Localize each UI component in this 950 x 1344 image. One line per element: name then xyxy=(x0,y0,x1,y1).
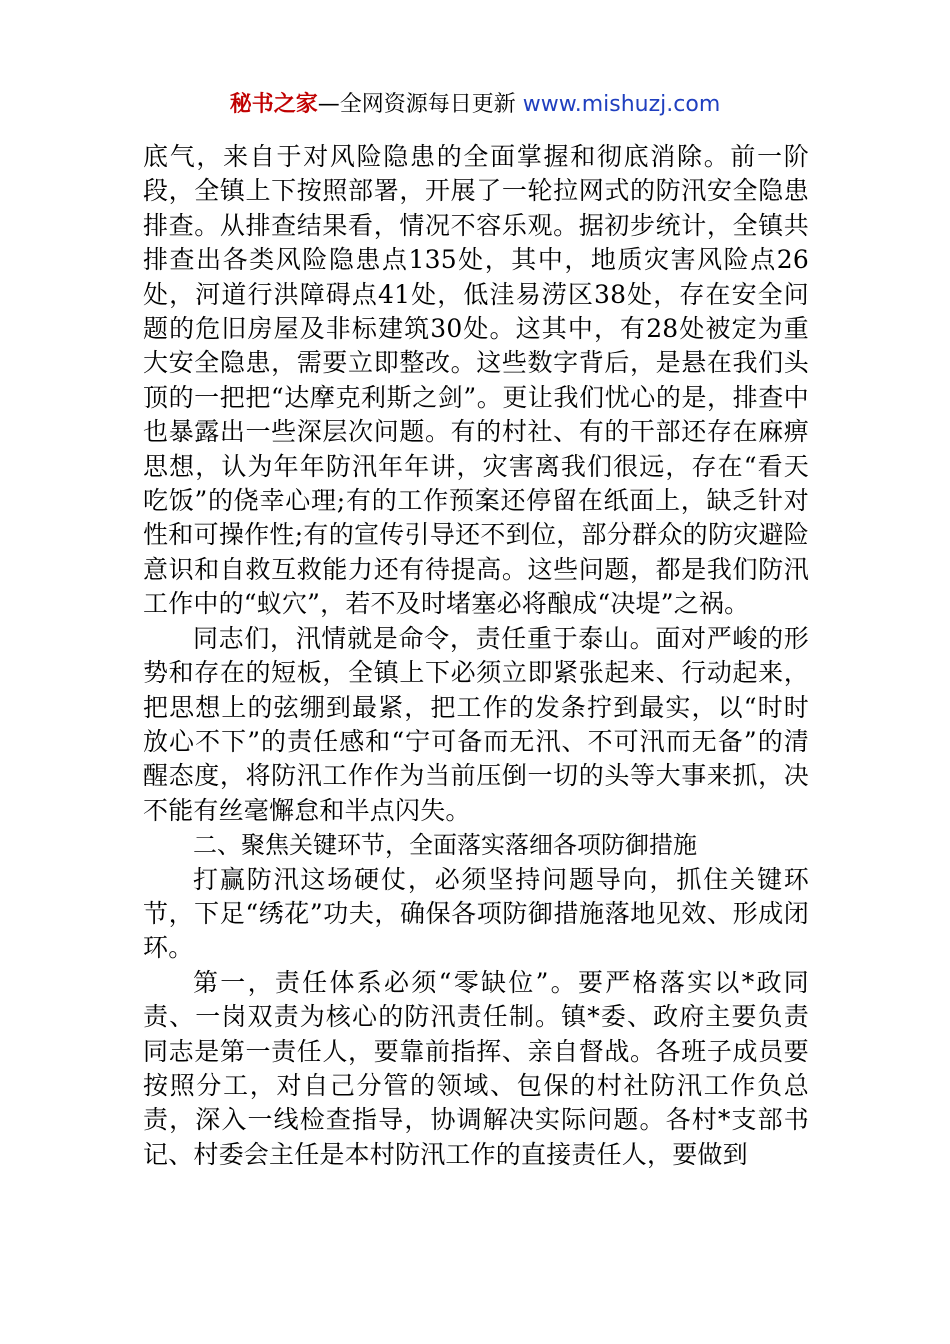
site-brand: 秘书之家 xyxy=(229,92,318,117)
body-paragraph: 同志们，汛情就是命令，责任重于泰山。面对严峻的形势和存在的短板，全镇上下必须立即紧张起来、行动起来，把思想上的弦绷到最紧，把工作的发条拧到最实，以“时时放心不下”的责任感和“宁可备而无汛、不可汛而无备”的清醒态度，将防汛工作作为当前压倒一切的头等大事来抓，决不能有丝毫懈怠和半点闪失。 xyxy=(143,623,809,825)
document-body xyxy=(143,140,809,1172)
site-tagline: —全网资源每日更新 xyxy=(317,92,523,117)
site-url[interactable]: www.mishuzj.com xyxy=(522,92,721,117)
body-paragraph: 打赢防汛这场硬仗，必须坚持问题导向，抓住关键环节，下足“绣花”功夫，确保各项防御措施落地见效、形成闭环。 xyxy=(143,864,809,963)
body-paragraph: 底气，来自于对风险隐患的全面掌握和彻底消除。前一阶段，全镇上下按照部署，开展了一轮拉网式的防汛安全隐患排查。从排查结果看，情况不容乐观。据初步统计，全镇共排查出各类风险隐患点135处，其中，地质灾害风险点26处，河道行洪障碍点41处，低洼易涝区38处，存在安全问题的危旧房屋及非标建筑30处。这其中，有28处被定为重大安全隐患，需要立即整改。这些数字背后，是悬在我们头顶的一把把“达摩克利斯之剑”。更让我们忧心的是，排查中也暴露出一些深层次问题。有的村社、有的干部还存在麻痹思想，认为年年防汛年年讲，灾害离我们很远，存在“看天吃饭”的侥幸心理;有的工作预案还停留在纸面上，缺乏针对性和可操作性;有的宣传引导还不到位，部分群众的防灾避险意识和自救互救能力还有待提高。这些问题，都是我们防汛工作中的“蚁穴”，若不及时堵塞必将酿成“决堤”之祸。 xyxy=(143,142,809,619)
body-paragraph: 第一，责任体系必须“零缺位”。要严格落实以*政同责、一岗双责为核心的防汛责任制。镇*委、政府主要负责同志是第一责任人，要靠前指挥、亲自督战。各班子成员要按照分工，对自己分管的领域、包保的村社防汛工作负总责，深入一线检查指导，协调解决实际问题。各村*支部书记、村委会主任是本村防汛工作的直接责任人，要做到 xyxy=(143,967,809,1169)
section-heading: 二、聚焦关键环节，全面落实落细各项防御措施 xyxy=(193,831,697,860)
page-header xyxy=(0,88,950,122)
